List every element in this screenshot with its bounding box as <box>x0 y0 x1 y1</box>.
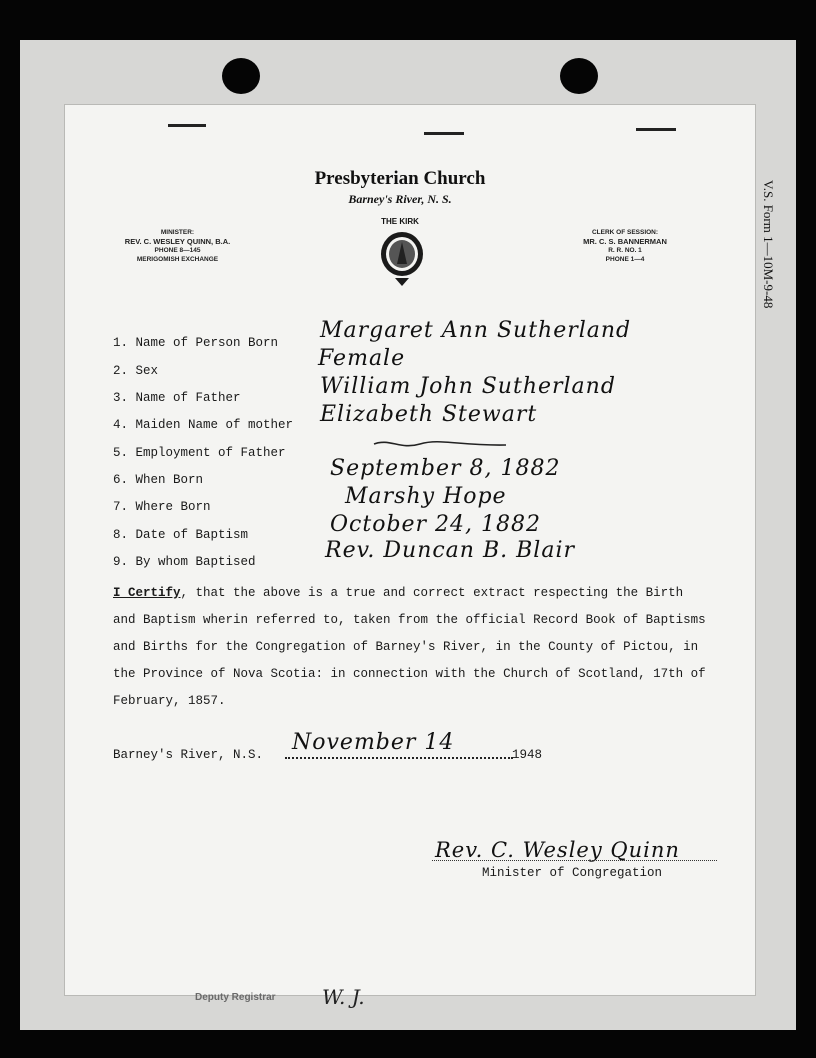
field-label-mother: 4. Maiden Name of mother <box>113 418 294 432</box>
place-label: Barney's River, N.S. <box>113 748 264 762</box>
field-value-mother: Elizabeth Stewart <box>320 402 538 427</box>
signature-line <box>432 860 717 861</box>
certify-heading: I Certify <box>113 586 181 600</box>
field-value-sex: Female <box>318 346 406 371</box>
minister-info: MINISTER: REV. C. WESLEY QUINN, B.A. PHONE 8—145 MERIGOMISH EXCHANGE <box>124 229 231 263</box>
church-name: Presbyterian Church <box>314 168 486 189</box>
registrar-stamp: Deputy Registrar <box>195 992 276 1003</box>
staple-mark <box>424 132 464 135</box>
registrar-initials: W. J. <box>322 985 365 1009</box>
signature-label: Minister of Congregation <box>482 866 663 880</box>
field-label-sex: 2. Sex <box>113 364 159 378</box>
field-label-father: 3. Name of Father <box>113 391 241 405</box>
field-value-baptism-date: October 24, 1882 <box>330 512 542 537</box>
certification-text <box>113 580 713 715</box>
employment-blank-stroke <box>370 436 510 452</box>
handwritten-date: November 14 <box>292 730 455 755</box>
field-value-where-born: Marshy Hope <box>345 484 507 509</box>
minister-signature: Rev. C. Wesley Quinn <box>435 838 680 862</box>
field-label-baptised-by: 9. By whom Baptised <box>113 555 256 569</box>
field-value-name: Margaret Ann Sutherland <box>320 318 632 343</box>
staple-mark <box>636 128 676 131</box>
field-label-where-born: 7. Where Born <box>113 500 211 514</box>
church-location: Barney's River, N. S. <box>348 192 452 206</box>
date-dotted-line <box>285 757 513 759</box>
staple-mark <box>168 124 206 127</box>
form-number-stamp: V.S. Form 1—10M-9-48 <box>761 180 776 309</box>
field-label-employment: 5. Employment of Father <box>113 446 286 460</box>
seal-label: THE KIRK <box>381 217 419 226</box>
field-label-name: 1. Name of Person Born <box>113 336 279 350</box>
church-seal-icon <box>379 228 425 288</box>
field-label-baptism-date: 8. Date of Baptism <box>113 528 249 542</box>
punch-hole-right <box>560 58 598 94</box>
year-label: 1948 <box>512 748 543 762</box>
field-value-when-born: September 8, 1882 <box>330 456 561 481</box>
field-label-when-born: 6. When Born <box>113 473 204 487</box>
field-value-baptised-by: Rev. Duncan B. Blair <box>325 538 575 563</box>
field-value-father: William John Sutherland <box>320 374 616 399</box>
certification-body: , that the above is a true and correct extract respecting the Birth and Baptism wherin referred to, taken from the official Record Book of Baptisms and Births for the Congregation of Barney's River, in the County of Pictou, in the Province of Nova Scotia: in connection with the Church of Scotland, 17th of February, 1857. <box>113 586 706 708</box>
clerk-info: CLERK OF SESSION: MR. C. S. BANNERMAN R. R. NO. 1 PHONE 1—4 <box>583 229 667 263</box>
punch-hole-left <box>222 58 260 94</box>
